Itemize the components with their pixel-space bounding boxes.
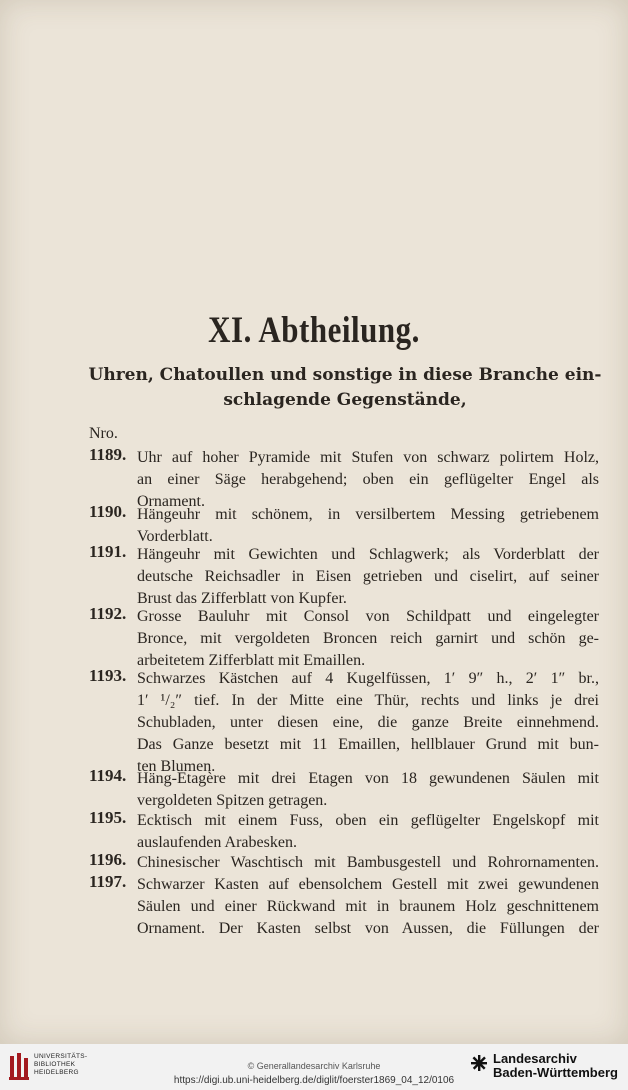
entry-text-line: Vorderblatt.	[137, 528, 213, 545]
entry-text-line: Ornament. Der Kasten selbst von Aussen, die Füllungen der	[137, 920, 599, 937]
entry-text-line: Schubladen, unter diesen eine, die ganze Breite einnehmend.	[137, 714, 599, 731]
entry-text-line: 1′ ¹/₂″ tief. In der Mitte eine Thür, rechts und links je drei	[137, 692, 599, 709]
entry-text-line: Grosse Bauluhr mit Consol von Schildpatt und eingelegter	[137, 608, 599, 625]
ub-logo-line: HEIDELBERG	[34, 1069, 79, 1076]
ub-logo-line: BIBLIOTHEK	[34, 1061, 76, 1068]
entry-text-line: ten Blumen.	[137, 758, 216, 775]
landesarchiv-star-icon[interactable]	[470, 1054, 488, 1072]
entry-text-line: an einer Säge herabgehend; oben ein geflügelter Engel als	[137, 471, 599, 488]
section-subtitle-line-1: Uhren, Chatoullen und sonstige in diese Branche ein-	[88, 365, 602, 385]
entry-text-line: Schwarzer Kasten auf ebensolchem Gestell mit zwei gewundenen	[137, 876, 599, 893]
entry-number: 1191.	[89, 542, 127, 561]
entry-text-line: Chinesischer Waschtisch mit Bambusgestell und Rohrornamenten.	[137, 854, 599, 871]
entry-text-line: Häng-Etagère mit drei Etagen von 18 gewundenen Säulen mit	[137, 770, 599, 787]
entry-text-line: Hängeuhr mit schönem, in versilbertem Messing getriebenem	[137, 506, 599, 523]
entry-text-line: Das Ganze besetzt mit 11 Emaillen, hellblauer Grund mit bun-	[137, 736, 599, 753]
entry-text-line: Uhr auf hoher Pyramide mit Stufen von schwarz polirtem Holz,	[137, 449, 599, 466]
entry-text-line: vergoldeten Spitzen getragen.	[137, 792, 328, 809]
entry-number: 1190.	[89, 502, 127, 521]
entry-number: 1195.	[89, 808, 127, 827]
ub-logo-line: UNIVERSITÄTS-	[34, 1053, 88, 1060]
number-column-label: Nro.	[89, 425, 118, 442]
entry-number: 1196.	[89, 850, 127, 869]
entry-number: 1189.	[89, 445, 127, 464]
entry-text-line: Bronce, mit vergoldeten Broncen reich garnirt und schön ge-	[137, 630, 599, 647]
section-subtitle-line-2: schlagende Gegenstände,	[223, 390, 467, 410]
entry-number: 1197.	[89, 872, 127, 891]
entry-text-line: Brust das Zifferblatt von Kupfer.	[137, 590, 347, 607]
entry-number: 1192.	[89, 604, 127, 623]
entry-text-line: Hängeuhr mit Gewichten und Schlagwerk; als Vorderblatt der	[137, 546, 599, 563]
entry-text-line: arbeitetem Zifferblatt mit Emaillen.	[137, 652, 366, 669]
entry-text-line: Ornament.	[137, 493, 205, 510]
copyright-notice: © Generallandesarchiv Karlsruhe	[247, 1061, 381, 1071]
entry-number: 1193.	[89, 666, 127, 685]
viewer-footer	[0, 1044, 628, 1090]
entry-text-line: Ecktisch mit einem Fuss, oben ein geflügelter Engelskopf mit	[137, 812, 599, 829]
entry-text-line: deutsche Reichsadler in Eisen getrieben und ciselirt, auf seiner	[137, 568, 599, 585]
entry-text-line: Säulen und einer Rückwand mit in braunem Holz geschnittenem	[137, 898, 599, 915]
landesarchiv-line: Landesarchiv	[493, 1051, 577, 1066]
landesarchiv-line: Baden-Württemberg	[493, 1065, 618, 1080]
entry-text-line: Schwarzes Kästchen auf 4 Kugelfüssen, 1′ 9″ h., 2′ 1″ br.,	[137, 670, 599, 687]
landesarchiv-name[interactable]	[493, 1052, 618, 1080]
permalink-url[interactable]: https://digi.ub.uni-heidelberg.de/diglit/foerster1869_04_12/0106	[173, 1075, 455, 1086]
entry-number: 1194.	[89, 766, 127, 785]
entry-text-line: auslaufenden Arabesken.	[137, 834, 297, 851]
section-heading: XI. Abtheilung.	[208, 308, 420, 351]
